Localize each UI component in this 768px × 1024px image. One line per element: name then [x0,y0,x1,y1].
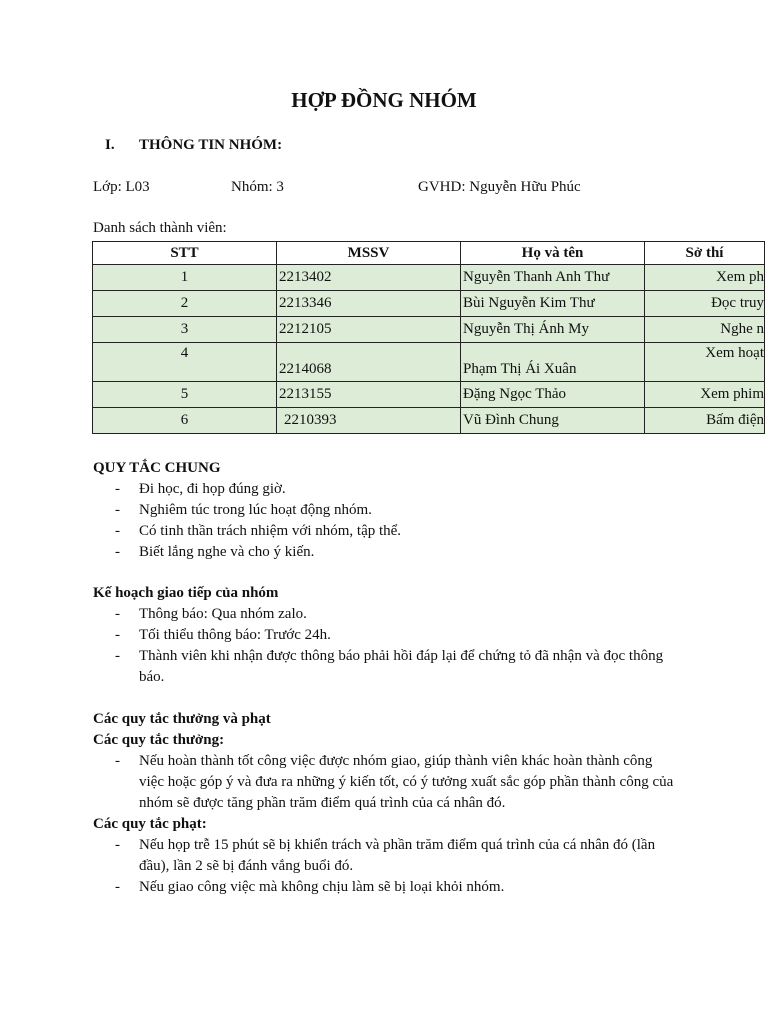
dash-bullet: - [115,606,120,622]
table-row [93,382,765,408]
cell-name: Nguyễn Thị Ánh My [461,317,645,343]
header-hobby: Sở thí [645,242,765,265]
header-mssv: MSSV [277,242,461,265]
reward-list [93,751,679,814]
info-class: Lớp: L03 [93,179,150,195]
table-row [93,343,765,382]
list-item-text: Thành viên khi nhận được thông báo phải hồi đáp lại để chứng tỏ đã nhận và đọc thông báo. [139,648,664,685]
cell-mssv: 2212105 [277,317,461,343]
dash-bullet: - [115,648,120,664]
dash-bullet: - [115,481,120,497]
cell-stt: 5 [93,382,277,408]
cell-stt: 6 [93,408,277,434]
cell-stt: 4 [93,343,277,382]
dash-bullet: - [115,753,120,769]
reward-punish-section [93,709,679,898]
list-item-text: Đi học, đi họp đúng giờ. [139,481,286,497]
section-heading-group-info [105,137,282,154]
cell-hobby: Xem hoạt [645,343,765,382]
general-rules-list [93,479,679,563]
cell-mssv: 2213155 [277,382,461,408]
list-item-text: Nghiêm túc trong lúc hoạt động nhóm. [139,502,372,518]
cell-hobby: Xem ph [645,265,765,291]
list-item-text: Thông báo: Qua nhóm zalo. [139,606,307,622]
document-title: HỢP ĐỒNG NHÓM [291,88,477,112]
table-row [93,265,765,291]
communication-list [93,604,679,688]
cell-hobby: Bấm điện [645,408,765,434]
cell-name: Đặng Ngọc Thảo [461,382,645,408]
reward-punish-heading: Các quy tắc thưởng và phạt [93,711,271,727]
info-group: Nhóm: 3 [231,179,284,195]
table-row [93,291,765,317]
members-label: Danh sách thành viên: [93,220,227,236]
dash-bullet: - [115,837,120,853]
list-item [93,751,679,814]
reward-heading: Các quy tắc thưởng: [93,732,225,748]
table-row [93,317,765,343]
cell-name: Bùi Nguyễn Kim Thư [461,291,645,317]
cell-mssv: 2213402 [277,265,461,291]
cell-stt: 3 [93,317,277,343]
cell-mssv: 2210393 [277,408,461,434]
header-stt: STT [93,242,277,265]
list-item-text: Nếu hoàn thành tốt công việc được nhóm giao, giúp thành viên khác hoàn thành công việc hoặc góp ý và đưa ra những ý kiến tốt, có ý tưởng xuất sắc góp phần thành công của nhóm sẽ được tăng phần trăm điểm quá trình của cá nhân đó. [139,753,674,811]
members-table [92,241,765,434]
cell-name: Phạm Thị Ái Xuân [461,343,645,382]
punish-heading: Các quy tắc phạt: [93,816,207,832]
cell-stt: 2 [93,291,277,317]
dash-bullet: - [115,627,120,643]
list-item-text: Có tinh thần trách nhiệm với nhóm, tập thể. [139,523,402,539]
list-item-text: Biết lắng nghe và cho ý kiến. [139,544,315,560]
list-item [93,877,679,898]
dash-bullet: - [115,502,120,518]
cell-hobby: Nghe n [645,317,765,343]
section-number: I. [105,137,115,153]
table-header-row [93,242,765,265]
list-item [93,625,679,646]
communication-heading: Kế hoạch giao tiếp của nhóm [93,585,279,601]
cell-hobby: Xem phim [645,382,765,408]
cell-name: Vũ Đình Chung [461,408,645,434]
cell-name: Nguyễn Thanh Anh Thư [461,265,645,291]
cell-hobby: Đọc truy [645,291,765,317]
list-item-text: Tối thiểu thông báo: Trước 24h. [139,627,331,643]
communication-section [93,583,679,688]
cell-stt: 1 [93,265,277,291]
dash-bullet: - [115,523,120,539]
dash-bullet: - [115,544,120,560]
dash-bullet: - [115,879,120,895]
list-item [93,646,679,688]
info-advisor: GVHD: Nguyễn Hữu Phúc [418,179,581,195]
punish-list [93,835,679,898]
list-item [93,604,679,625]
list-item [93,542,679,563]
cell-mssv: 2213346 [277,291,461,317]
cell-mssv: 2214068 [277,343,461,382]
table-row [93,408,765,434]
list-item [93,479,679,500]
list-item-text: Nếu họp trễ 15 phút sẽ bị khiển trách và phần trăm điểm quá trình của cá nhân đó (lần đầu), lần 2 sẽ bị đánh vắng buổi đó. [139,837,656,874]
general-rules-section [93,458,679,563]
list-item-text: Nếu giao công việc mà không chịu làm sẽ bị loại khỏi nhóm. [139,879,505,895]
header-name: Họ và tên [461,242,645,265]
list-item [93,521,679,542]
general-rules-heading: QUY TẮC CHUNG [93,460,221,476]
list-item [93,835,679,877]
section-title: THÔNG TIN NHÓM: [139,137,283,153]
list-item [93,500,679,521]
